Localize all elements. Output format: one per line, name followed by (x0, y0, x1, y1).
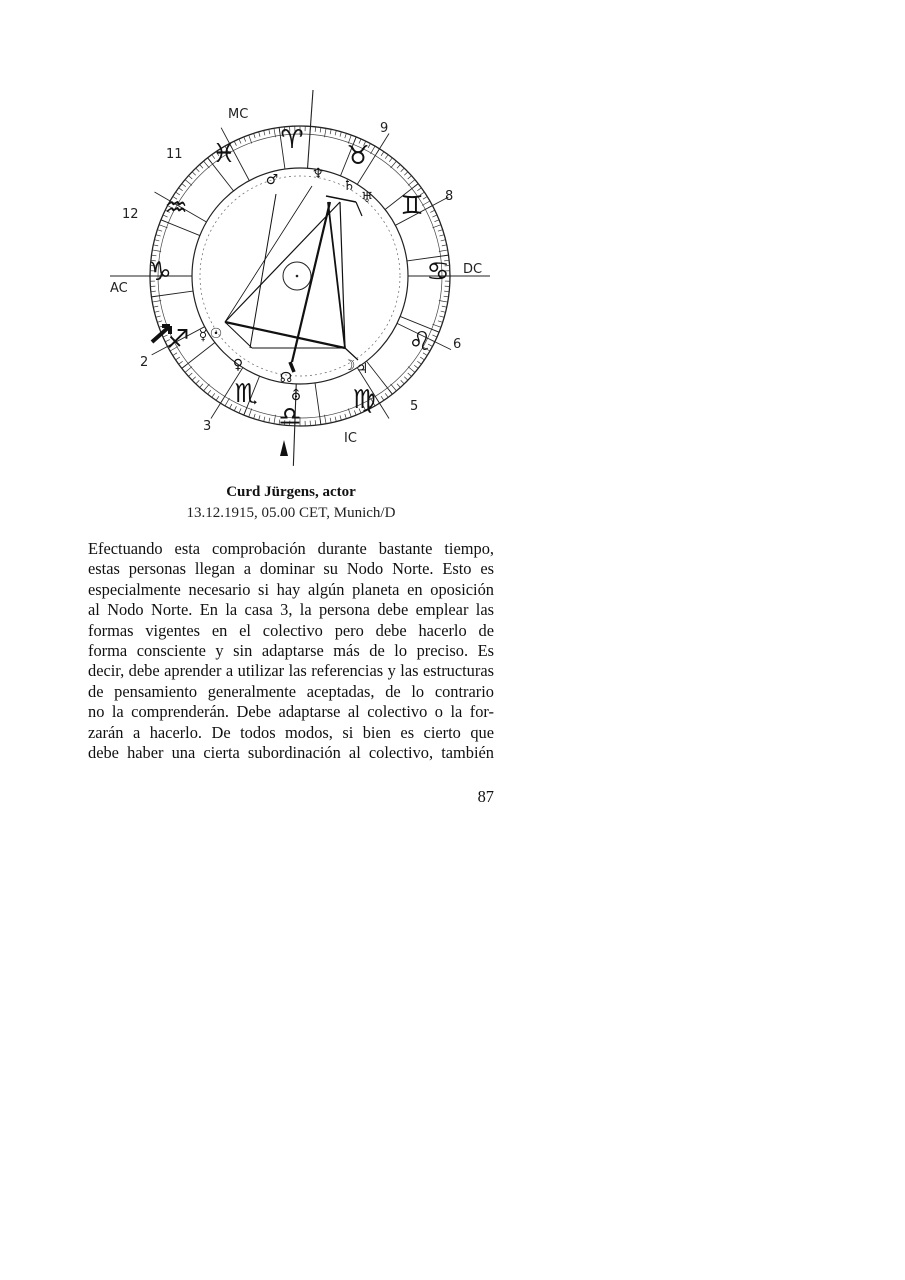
degree-tick (432, 324, 440, 327)
degree-tick (320, 127, 321, 132)
degree-tick (157, 230, 162, 232)
degree-tick (345, 414, 347, 419)
planet-uranus-icon: ♅ (360, 190, 374, 206)
degree-tick (432, 225, 440, 228)
degree-tick (189, 176, 193, 179)
text-line: de pensamiento generalmente aceptadas, de lo contrario (88, 681, 494, 701)
degree-tick (381, 152, 384, 156)
sign-cancer-icon: ♋ (426, 257, 450, 287)
house-cusp (308, 90, 314, 168)
degree-tick (189, 373, 193, 376)
house-9-label: 9 (380, 121, 389, 136)
degree-tick (176, 357, 180, 360)
house-8-label: 8 (445, 189, 454, 204)
degree-tick (208, 390, 211, 394)
degree-tick (439, 235, 444, 236)
degree-tick (408, 176, 412, 179)
planet-sun-icon: ☉ (209, 326, 223, 342)
page-number: 87 (477, 787, 494, 806)
degree-tick (397, 165, 400, 169)
degree-tick (439, 316, 444, 317)
degree-tick (371, 146, 376, 154)
aspect-line (225, 202, 340, 322)
text-line: zarán a hacerlo. De todos modos, si bien es cierto que (88, 722, 494, 742)
degree-tick (196, 380, 199, 384)
degree-tick (153, 245, 158, 246)
text-line: forma consciente y sin adaptarse más de lo preciso. Es (88, 640, 494, 660)
degree-tick (385, 155, 388, 159)
chart-caption-title: Curd Jürgens, actor (226, 484, 356, 500)
text-line: formas vigentes en el colectivo pero debe hacerlo de (88, 620, 494, 640)
planet-jupiter-icon: ♃ (355, 361, 369, 377)
text-line: especialmente necesario si hay algún planeta en oposición (88, 579, 494, 599)
degree-tick (414, 365, 418, 368)
degree-tick (345, 133, 347, 138)
degree-tick (340, 132, 341, 137)
degree-tick (330, 129, 331, 134)
sign-taurus-icon: ♉ (346, 141, 370, 171)
degree-tick (269, 129, 270, 134)
degree-tick (444, 291, 449, 292)
sign-pisces-icon: ♓ (212, 139, 236, 169)
degree-tick (408, 373, 412, 376)
degree-tick (389, 158, 392, 162)
degree-tick (397, 384, 400, 388)
degree-tick (274, 128, 276, 137)
degree-tick (151, 255, 156, 256)
degree-tick (335, 417, 336, 422)
astrology-chart (100, 90, 500, 470)
degree-tick (430, 210, 434, 212)
planet-mars-icon: ♂ (265, 172, 279, 188)
degree-tick (408, 180, 415, 186)
degree-tick (324, 415, 326, 424)
planet-saturn-icon: ♄ (342, 178, 356, 194)
degree-tick (204, 384, 210, 391)
degree-tick (438, 230, 443, 232)
degree-tick (404, 377, 408, 380)
aspect-line (225, 186, 312, 322)
degree-tick (157, 321, 162, 323)
chart-caption-subtitle: 13.12.1915, 05.00 CET, Munich/D (186, 505, 396, 521)
degree-tick (225, 398, 230, 406)
degree-tick (259, 415, 260, 420)
degree-tick (444, 296, 449, 297)
degree-ring (158, 134, 442, 418)
degree-tick (200, 165, 203, 169)
degree-tick (432, 215, 437, 217)
angle-ic-label: IC (344, 431, 357, 446)
degree-tick (441, 311, 446, 312)
house-2-label: 2 (140, 355, 149, 370)
sign-libra-icon: ♎ (278, 402, 302, 432)
degree-tick (152, 300, 161, 302)
degree-tick (391, 161, 397, 168)
planet-moon-icon: ☽ (342, 358, 356, 374)
aspect-line (225, 322, 345, 348)
degree-tick (264, 130, 265, 135)
degree-tick (264, 417, 265, 422)
degree-tick (244, 137, 246, 142)
body-paragraph (88, 539, 494, 763)
degree-tick (153, 306, 158, 307)
degree-tick (420, 357, 424, 360)
text-line: debe haber una cierta subordinación al colectivo, también (88, 742, 494, 762)
degree-tick (200, 384, 203, 388)
aspect-line (292, 202, 330, 362)
house-5-label: 5 (410, 399, 419, 414)
house-12-label: 12 (122, 207, 139, 222)
house-11-label: 11 (166, 147, 183, 162)
degree-tick (442, 306, 447, 307)
text-line: estas personas llegan a dominar su Nodo Norte. Esto es (88, 559, 494, 579)
sign-aquarius-icon: ♒ (164, 193, 188, 223)
degree-tick (179, 188, 183, 191)
degree-tick (212, 393, 215, 397)
text-line: Efectuando esta comprobación durante bastante tiempo, (88, 539, 494, 558)
degree-tick (239, 408, 241, 413)
house-6-label: 6 (453, 337, 462, 352)
degree-tick (179, 361, 183, 364)
planet-mercury-icon: ☿ (198, 328, 208, 344)
degree-tick (404, 172, 408, 175)
angle-mc-label: MC (228, 107, 249, 122)
degree-tick (156, 235, 161, 236)
angle-ac-label: AC (110, 281, 128, 296)
degree-tick (330, 418, 331, 423)
degree-tick (315, 127, 316, 132)
inner-ring (192, 168, 408, 384)
degree-tick (385, 393, 388, 397)
degree-tick (159, 225, 167, 228)
angle-dc-label: DC (463, 262, 483, 277)
degree-tick (182, 184, 186, 187)
degree-tick (254, 414, 256, 419)
degree-tick (154, 240, 159, 241)
sign-sagittarius-icon: ♐ (166, 325, 190, 355)
inner-dotted-ring (200, 176, 400, 376)
degree-tick (408, 367, 415, 373)
sign-virgo-icon: ♍ (352, 385, 376, 415)
degree-tick (434, 220, 439, 222)
degree-tick (401, 380, 404, 384)
degree-tick (239, 139, 241, 144)
degree-tick (274, 415, 276, 424)
outer-ring (150, 126, 450, 426)
degree-tick (348, 408, 351, 416)
degree-tick (154, 311, 159, 312)
degree-tick (441, 240, 446, 241)
degree-tick (439, 300, 448, 302)
degree-tick (196, 168, 199, 172)
center-dot (296, 275, 299, 278)
degree-tick (381, 396, 384, 400)
sign-leo-icon: ♌ (408, 327, 432, 357)
degree-tick (204, 161, 210, 168)
degree-tick (391, 384, 397, 391)
degree-tick (438, 321, 443, 323)
degree-tick (340, 415, 341, 420)
degree-tick (216, 396, 219, 400)
aspect-line (250, 194, 276, 348)
degree-tick (230, 404, 232, 408)
degree-tick (439, 250, 448, 252)
degree-tick (442, 245, 447, 246)
text-line: no la comprenderán. Debe adaptarse al colectivo o la for- (88, 702, 494, 722)
planet-venus-icon: ♀ (232, 357, 244, 373)
degree-tick (185, 180, 192, 186)
degree-tick (401, 168, 404, 172)
degree-tick (259, 132, 260, 137)
degree-tick (152, 250, 161, 252)
sign-scorpio-icon: ♏ (234, 379, 258, 409)
degree-tick (249, 408, 252, 416)
degree-tick (335, 130, 336, 135)
degree-tick (315, 420, 316, 425)
aspect-line (326, 196, 356, 202)
degree-tick (417, 361, 421, 364)
degree-tick (192, 377, 196, 380)
planet-neptune-icon: ♆ (311, 166, 325, 182)
degree-tick (432, 335, 437, 337)
degree-tick (324, 128, 326, 137)
sign-divider (315, 383, 321, 425)
degree-tick (185, 367, 192, 373)
sign-capricorn-icon: ♑ (148, 257, 172, 287)
sign-gemini-icon: ♊ (400, 191, 424, 221)
degree-tick (249, 135, 252, 143)
planet-pluto-icon: ⛢ (290, 388, 302, 404)
degree-tick (269, 418, 270, 423)
sign-aries-icon: ♈ (280, 125, 304, 155)
sign-divider (151, 291, 193, 297)
house-3-label: 3 (203, 419, 212, 434)
degree-tick (192, 172, 196, 175)
degree-tick (151, 291, 156, 292)
text-line: al Nodo Norte. En la casa 3, la persona debe emplear las (88, 600, 494, 620)
text-line: decir, debe aprender a utilizar las referencias y las estructuras (88, 661, 494, 681)
ic-marker (280, 440, 288, 456)
degree-tick (156, 316, 161, 317)
north-node-icon: ☊ (279, 370, 293, 386)
degree-tick (254, 133, 256, 138)
